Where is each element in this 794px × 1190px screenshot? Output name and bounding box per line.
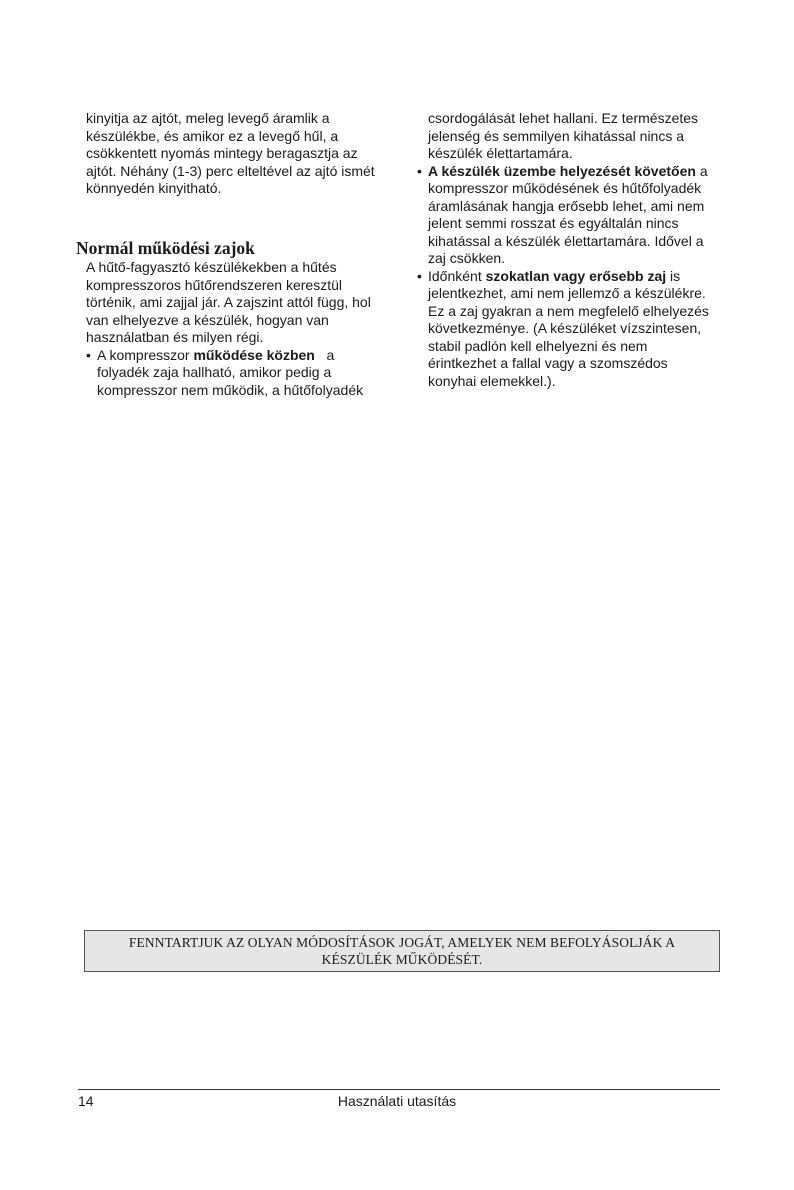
bullet-bold-text: szokatlan vagy erősebb zaj — [485, 267, 667, 284]
bullet-text: Időnként — [428, 267, 486, 284]
bullet-list-right — [417, 163, 717, 391]
bullet-text: A kompresszor — [97, 346, 194, 363]
bullet-marker: • — [417, 162, 422, 179]
footer-title: Használati utasítás — [337, 1093, 457, 1109]
notice-text: FENNTARTJUK AZ OLYAN MÓDOSÍTÁSOK JOGÁT, AMELYEK NEM BEFOLYÁSOLJÁK A KÉSZÜLÉK MŰKÖDÉSÉT. — [128, 935, 676, 967]
list-item — [417, 268, 717, 391]
left-column — [86, 110, 386, 198]
bullet-marker: • — [417, 267, 422, 284]
section-heading: Normál működési zajok — [76, 238, 255, 258]
bullet-bold-text: A készülék üzembe helyezését követően — [428, 162, 696, 179]
bullet-text: a folyadék zaja hallható, amikor pedig a kompresszor nem működik, a hűtőfolyadék — [97, 346, 364, 398]
footer-divider — [78, 1089, 720, 1090]
page-number: 14 — [78, 1093, 94, 1109]
list-item — [86, 347, 386, 400]
intro-paragraph: A hűtő-fagyasztó készülékekben a hűtés kompresszoros hűtőrendszeren keresztül történik, ami zajjal jár. A zajszint attól függ, hol van elhelyezve a készülék, hogyan van használatban és milyen régi. — [86, 259, 371, 345]
list-item — [417, 163, 717, 268]
bullet-text: is jelentkezhet, ami nem jellemző a készülékre. Ez a zaj gyakran a nem megfelelő elhelyezés következménye. (A készüléket vízszintesen, stabil padlón kell elhelyezni és nem érintkezhet a fallal vagy a szomszédos konyhai elemekkel.). — [428, 267, 709, 389]
section-body — [86, 259, 386, 399]
bullet-continuation: csordogálását lehet hallani. Ez természetes jelenség és semmilyen kihatással nincs a készülék élettartamára. — [428, 110, 699, 161]
bullet-bold-text: működése közben — [193, 346, 315, 363]
bullet-list-left — [86, 347, 386, 400]
bullet-marker: • — [86, 346, 91, 363]
bullet-text: a kompresszor működésének és hűtőfolyadék áramlásának hangja erősebb lehet, ami nem jelent semmi rosszat és egyáltalán nincs kihatással a készülék élettartamára. Idővel a zaj csökken. — [428, 162, 708, 266]
right-column — [417, 110, 717, 390]
continued-paragraph: kinyitja az ajtót, meleg levegő áramlik a készülékbe, és amikor ez a levegő hűl, a csökkentett nyomás mintegy beragasztja az ajtót. Néhány (1-3) perc elteltével az ajtó ismét könnyedén kinyitható. — [86, 110, 375, 196]
notice-box — [84, 930, 720, 972]
